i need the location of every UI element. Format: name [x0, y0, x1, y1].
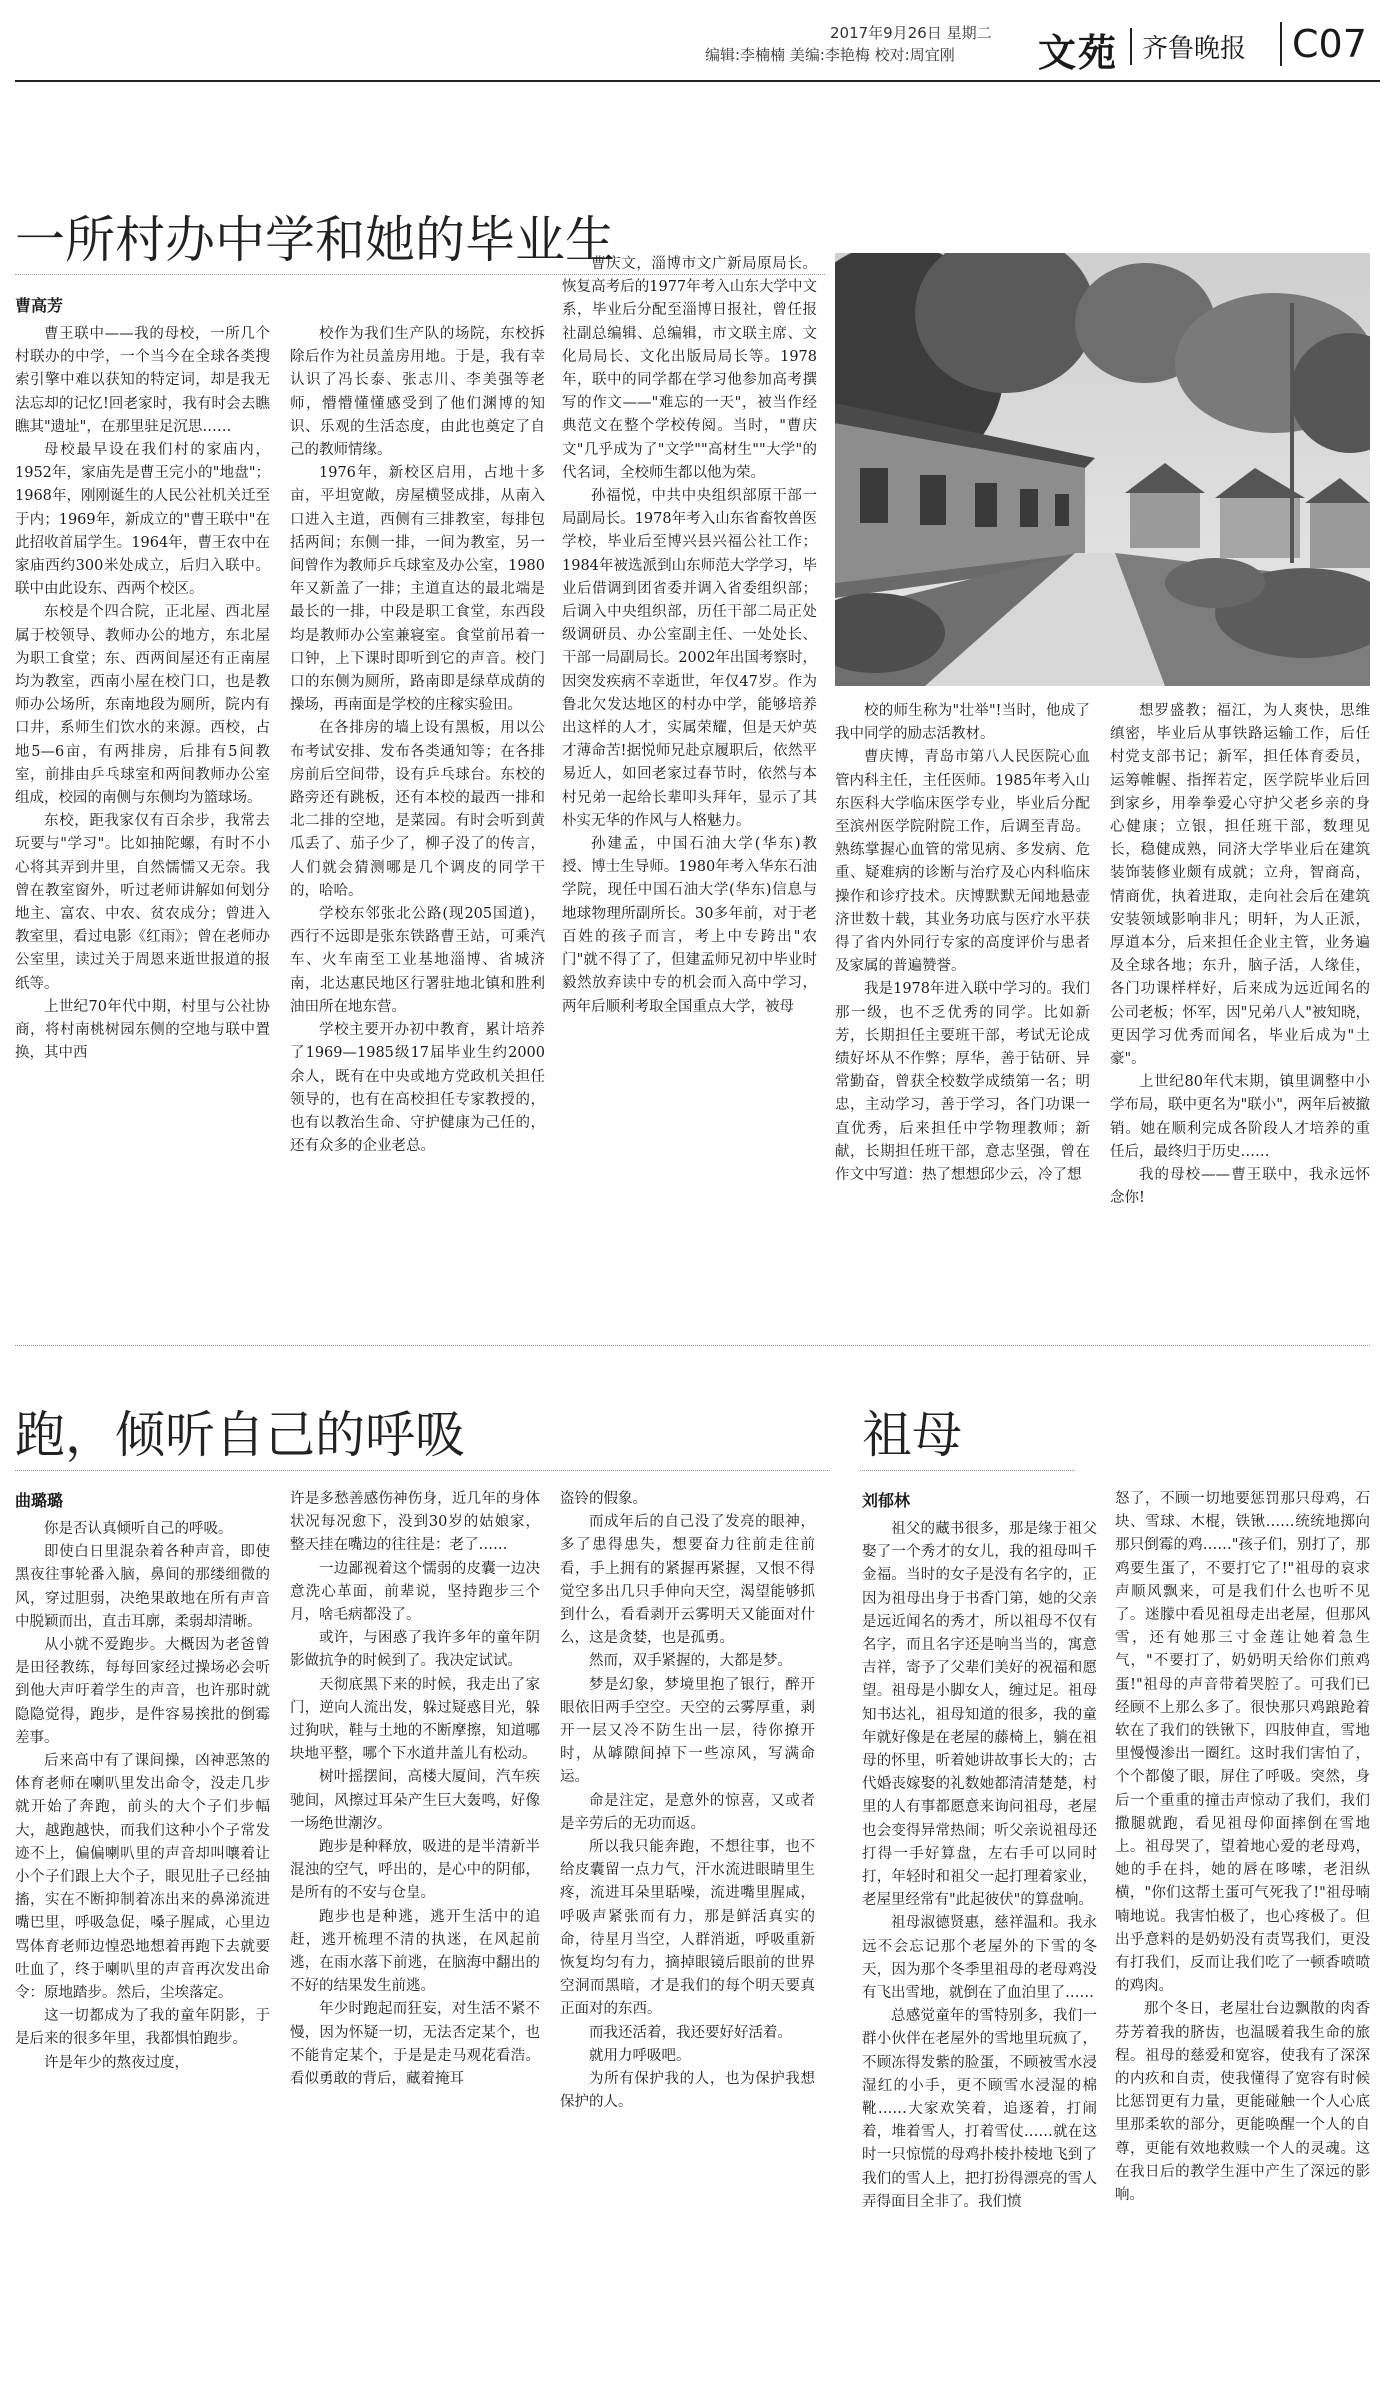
paragraph: 许是年少的熬夜过度， [44, 2054, 189, 2071]
article3-title: 祖母 [862, 1406, 962, 1464]
article1-column-2 [290, 323, 545, 1323]
article2-column-2 [290, 1488, 540, 2388]
article1-column-1 [15, 323, 270, 1323]
paragraph: 命是注定，是意外的惊喜，又或者是辛劳后的无功而返。 [560, 1792, 815, 1832]
paragraph: 孙建孟，中国石油大学(华东)教授、博士生导师。1980年考入华东石油学院，现任中国石油大学(华东)信息与地球物理所副所长。30多年前，对于老百姓的孩子而言，考上中专跨出"农门"就不得了了，但建孟师兄初中毕业时毅然放弃读中专的机会而入高中学习，两年后顺利考取全国重点大学，被母 [562, 836, 817, 1015]
paragraph: 天彻底黑下来的时候，我走出了家门，逆向人流出发，躲过疑惑目光，躲过狗吠，鞋与土地的不断摩擦，知道哪块地平整，哪个下水道井盖儿有松动。 [290, 1676, 540, 1763]
village-street-photo [835, 253, 1370, 686]
paragraph: 或许，与困惑了我许多年的童年阴影做抗争的时候到了。我决定试试。 [290, 1630, 540, 1670]
paragraph: 怒了，不顾一切地要惩罚那只母鸡，石块、雪球、木棍，铁锹……统统地掷向那只倒霉的鸡……"孩子们，别打了，那鸡要生蛋了，不要打它了!"祖母的哀求声顺风飘来，可是我们什么也听不见了。迷朦中看见祖母走出老屋，但那风雪，还有她那三寸金莲让她着急生气，"不要打了，奶奶明天给你们煎鸡蛋!"祖母的声音带着哭腔了。可我们已经顾不上那么多了。很快那只鸡踉跄着软在了我们的铁锹下，四肢伸直，雪地里慢慢渗出一圈红。这时我们害怕了，个个都傻了眼，屏住了呼吸。突然，身后一个重重的撞击声惊动了我们，我们撒腿就跑，看见祖母仰面摔倒在雪地上。祖母哭了，望着地心爱的老母鸡，她的手在抖，她的唇在哆嗦，老泪纵横，"你们这帮土蛋可气死我了!"祖母喃喃地说。我害怕极了，也心疼极了。但出乎意料的是奶奶没有责骂我们，更没有打我们，反而让我们吃了一顿香喷喷的鸡肉。 [1115, 1491, 1370, 1995]
section-name: 文苑 [1038, 31, 1119, 75]
article2-title: 跑，倾听自己的呼吸 [15, 1406, 465, 1464]
paragraph: 曹王联中——我的母校，一所几个村联办的中学，一个当今在全球各类搜索引擎中难以获知的特定词，却是我无法忘却的记忆!回老家时，我有时会去瞧瞧其"遗址"，在那里驻足沉思…… [15, 326, 270, 435]
issue-date: 2017年9月26日 星期二 [830, 24, 992, 42]
article2-title-rule [15, 1470, 830, 1471]
article1-column-5 [1110, 700, 1370, 1323]
paragraph: 学校主要开办初中教育，累计培养了1969—1985级17届毕业生约2000余人，既有在中央或地方党政机关担任领导的，也有在高校担任专家教授的，也有以教治生命、守护健康为己任的，还有众多的企业老总。 [290, 1022, 545, 1155]
article3-title-rule [860, 1470, 1075, 1471]
article3-author: 刘郁林 [862, 1491, 911, 1510]
paragraph: 曹庆文，淄博市文广新局原局长。恢复高考后的1977年考入山东大学中文系，毕业后分配至淄博日报社，曾任报社副总编辑、总编辑，市文联主席、文化局局长、文化出版局局长等。1978年，联中的同学都在学习他参加高考撰写的作文——"难忘的一天"，被当作经典范文在整个学校传阅。当时，"曹庆文"几乎成为了"文学""高材生""大学"的代名词，全校师生都以他为荣。 [562, 256, 817, 481]
article3-column-1 [862, 1518, 1097, 2388]
paragraph: 东校，距我家仅有百余步，我常去玩要与"学习"。比如抽陀螺，有时不小心将其弄到井里，自然懦懦又无奈。我曾在教室窗外，听过老师讲解如何划分地主、富农、中农、贫农成分；曾进入教室里，看过电影《红雨》；曾在老师办公室里，读过关于周恩来逝世报道的报纸等。 [15, 813, 270, 992]
paragraph: 祖父的藏书很多，那是缘于祖父娶了一个秀才的女儿，我的祖母叫千金福。当时的女子是没有名字的，正因为祖母出身于书香门第，她的父亲是远近闻名的秀才，所以祖母不仅有名字，而且名字还是响当当的，寓意吉祥，寄予了父辈们美好的祝福和愿望。祖母是小脚女人，缠过足。祖母知书达礼，祖母知道的很多，我的童年就好像是在老屋的藤椅上，躺在祖母的怀里，听着她讲故事长大的；古代婚丧嫁娶的礼数她都清清楚楚，村里的人有事都愿意来询问祖母，老屋也会变得异常热闹；听父亲说祖母还打得一手好算盘，左右手可以同时打，年轻时和祖父一起打理着家业，老屋里经常有"此起彼伏"的算盘响。 [862, 1521, 1097, 1909]
article2-column-1 [15, 1518, 270, 2388]
article-divider [15, 1345, 1370, 1346]
paragraph: 1976年，新校区启用，占地十多亩，平坦宽敞，房屋横竖成排，从南入口进入主道，西侧有三排教室，每排包括两间；东侧一排，一间为教室，另一间曾作为教师乒乓球室及办公室，1980年又新盖了一排；主道直达的最北端是最长的一排，中段是职工食堂，东西段均是教师办公室兼寝室。食堂前吊着一口钟，上下课时即听到它的声音。校门口的东侧为厕所，路南即是绿草成荫的操场，再南面是学校的庄稼实验田。 [290, 465, 545, 714]
paragraph: 母校最早设在我们村的家庙内，1952年，家庙先是曹王完小的"地盘"；1968年，刚刚诞生的人民公社机关迁至于内；1969年，新成立的"曹王联中"在此招收首届学生。1964年，曹王农中在家庙西约300米处成立，后归入联中。联中由此设东、西两个校区。 [15, 442, 270, 598]
paragraph: 梦是幻象，梦境里抱了银行，醉开眼依旧两手空空。天空的云雾厚重，剥开一层又冷不防生出一层，待你撩开时，从罅隙间掉下一些凉风，写满命运。 [560, 1676, 815, 1786]
paragraph: 校的师生称为"壮举"!当时，他成了我中同学的励志活教材。 [835, 703, 1090, 743]
paragraph: 许是多愁善感伤神伤身，近几年的身体状况每况愈下，没到30岁的姑娘家，整天挂在嘴边的往往是：老了…… [290, 1491, 540, 1554]
paragraph: 我的母校——曹王联中，我永远怀念你! [1110, 1167, 1370, 1207]
article1-column-4 [835, 700, 1090, 1323]
paragraph: 校作为我们生产队的场院，东校拆除后作为社员盖房用地。于是，我有幸认识了冯长泰、张志川、李美强等老师，懵懵懂懂感受到了他们渊博的知识、乐观的生活态度，由此也奠定了自己的教师情缘。 [290, 326, 545, 459]
article1-title: 一所村办中学和她的毕业生 [15, 211, 615, 269]
paragraph: 想罗盛教；福江，为人爽快，思维缜密，毕业后从事铁路运输工作，后任村党支部书记；新军，担任体育委员，运筹帷幄、指挥若定，医学院毕业后回到家乡，用拳拳爱心守护父老乡亲的身心健康；立银，担任班干部，数理见长，稳健成熟，同济大学毕业后在建筑装饰装修业颇有成就；立舟，智商高，情商优，执着进取，走向社会后在建筑安装领域影响非凡；明轩，为人正派，厚道本分，后来担任企业主管，业务遍及全球各地；东升，脑子活，人缘佳，各门功课样样好，后来成为远近闻名的公司老板；怀军，因"兄弟八人"被知晓，更因学习优秀而闻名，毕业后成为"土豪"。 [1110, 703, 1370, 1068]
header-rule [15, 80, 1380, 82]
paragraph: 这一切都成为了我的童年阴影，于是后来的很多年里，我都惧怕跑步。 [15, 2008, 270, 2048]
paragraph: 曹庆博，青岛市第八人民医院心血管内科主任，主任医师。1985年考入山东医科大学临床医学专业，毕业后分配至滨州医学院附院工作，后调至青岛。熟练掌握心血管的常见病、多发病、危重、疑难病的诊断与治疗及心内科临床操作和诊疗技术。庆博默默无闻地悬壶济世数十载，其业务功底与医疗水平获得了省内外同行专家的高度评价与患者及家属的普遍赞誉。 [835, 749, 1090, 975]
paragraph: 从小就不爱跑步。大概因为老爸曾是田径教练，每每回家经过操场必会听到他大声吁着学生的声音，也许那时就隐隐觉得，跑步，是件容易挨批的倒霉差事。 [15, 1637, 270, 1746]
paragraph: 所以我只能奔跑，不想往事，也不给皮囊留一点力气，汗水流进眼睛里生疼，流进耳朵里聒噪，流进嘴里腥咸，呼吸声紧张而有力，那是鲜活真实的命，待星月当空，人群消逝，呼吸重新恢复均匀有力，摘掉眼镜后眼前的世界空洞而黑暗，才是我们的每个明天要真正面对的东西。 [560, 1839, 815, 2018]
newspaper-logo: 齐鲁晚报 [1130, 28, 1246, 65]
paragraph: 祖母淑德贤惠，慈祥温和。我永远不会忘记那个老屋外的下雪的冬天，因为那个冬季里祖母的老母鸡没有飞出雪地，就倒在了血泊里了…… [862, 1915, 1097, 2002]
article2-column-3 [560, 1488, 815, 2388]
paragraph: 为所有保护我的人，也为保护我想保护的人。 [560, 2071, 815, 2111]
editor-credits: 编辑:李楠楠 美编:李艳梅 校对:周宜刚 [705, 46, 955, 64]
article1-author: 曹高芳 [15, 296, 64, 315]
paragraph: 我是1978年进入联中学习的。我们那一级，也不乏优秀的同学。比如新芳，长期担任主要班干部，考试无论成绩好坏从不作弊；厚华，善于钻研、异常勤奋，曾获全校数学成绩第一名；明忠，主动学习，善于学习，各门功课一直优秀，后来担任中学物理教师；新献，长期担任班干部，意志坚强，曾在作文中写道：热了想想邱少云，冷了想 [835, 981, 1090, 1184]
paragraph: 学校东邻张北公路(现205国道)，西行不远即是张东铁路曹王站，可乘汽车、火车南至工业基地淄博、省城济南，北达惠民地区行署驻地北镇和胜利油田所在地东营。 [290, 906, 545, 1015]
paragraph: 然而，双手紧握的，大都是梦。 [589, 1653, 792, 1670]
paragraph: 东校是个四合院，正北屋、西北屋属于校领导、教师办公的地方，东北屋为职工食堂；东、西两间屋还有正南屋均为教室，西南小屋在校门口，也是教师办公场所，东南地段为厕所，院内有口井，系师生们饮水的来源。西校，占地5—6亩，有两排房，后排有5间教室，前排由乒乓球室和两间教师办公室组成，校园的南侧与东侧均为篮球场。 [15, 604, 270, 807]
paragraph: 而我还活着，我还要好好活着。 [589, 2024, 792, 2041]
paragraph: 一边鄙视着这个懦弱的皮囊一边决意洗心革面，前辈说，坚持跑步三个月，啥毛病都没了。 [290, 1560, 540, 1624]
paragraph: 盗铃的假象。 [560, 1491, 647, 1507]
paragraph: 后来高中有了课间操，凶神恶煞的体育老师在喇叭里发出命令，没走几步就开始了奔跑，前头的大个子们步幅大，越跑越快，而我们这种小个子常发迹不上，偏偏喇叭里的声音却叫嚷着让小个子们跟上大个子，眼见肚子已经抽搐，实在不断抑制着冻出来的鼻涕流进嘴巴里，呼吸急促，嗓子腥咸，心里边骂体育老师边惶恐地想着再跑下去就要吐血了，终于喇叭里的声音再次发出命令：原地踏步。然后，尘埃落定。 [15, 1753, 270, 2002]
paragraph: 而成年后的自己没了发亮的眼神，多了患得患失，想要奋力往前走往前看，手上拥有的紧握再紧握，又恨不得觉空多出几只手伸向天空，渴望能够抓到什么，看看剥开云雾明天又能面对什么，这是贪婪，也是孤勇。 [560, 1514, 815, 1647]
paragraph: 年少时跑起而狂妄，对生活不紧不慢，因为怀疑一切，无法否定某个，也不能肯定某个，于是是走马观花看浩。看似勇敢的背后，藏着掩耳 [290, 2001, 540, 2088]
paragraph: 总感觉童年的雪特别多，我们一群小伙伴在老屋外的雪地里玩疯了，不顾冻得发紫的脸蛋，不顾被雪水浸湿红的小手，更不顾雪水浸湿的棉靴……大家欢笑着，追逐着，打闹着，堆着雪人，打着雪仗……就在这时一只惊慌的母鸡扑棱扑棱地飞到了我们的雪人上，把打扮得漂亮的雪人弄得面目全非了。我们愤 [862, 2008, 1097, 2210]
paragraph: 在各排房的墙上设有黑板，用以公布考试安排、发布各类通知等；在各排房前后空间带，设有乒乓球台。东校的路旁还有跳板，还有本校的最西一排和北二排的空地，是菜园。有时会听到黄瓜丢了、茄子少了，柳子没了的传言，人们就会猜测哪是几个调皮的同学干的，哈哈。 [290, 720, 545, 899]
paragraph: 上世纪80年代末期，镇里调整中小学布局，联中更名为"联小"，两年后被撤销。她在顺利完成各阶段人才培养的重任后，最终归于历史…… [1110, 1074, 1370, 1160]
paragraph: 就用力呼吸吧。 [589, 2047, 691, 2064]
paragraph: 树叶摇摆间，高楼大厦间，汽车疾驰间，风擦过耳朵产生巨大轰鸣，好像一场绝世潮汐。 [290, 1769, 540, 1832]
paragraph: 跑步是种释放，吸进的是半清新半混浊的空气，呼出的，是心中的阴郁，是所有的不安与仓皇。 [290, 1839, 540, 1902]
paragraph: 那个冬日，老屋壮台边飘散的肉香芬芳着我的脐齿，也温暖着我生命的旅程。祖母的慈爱和宽容，使我有了深深的内疚和自责，使我懂得了宽容有时候比惩罚更有力量，更能碰触一个人心底里那柔软的部分，更能唤醒一个人的自尊，更能有效地救赎一个人的灵魂。这在我日后的教学生涯中产生了深远的影响。 [1115, 2001, 1370, 2204]
paragraph: 孙福悦，中共中央组织部原干部一局副局长。1978年考入山东省畜牧兽医学校，毕业后至博兴县兴福公社工作；1984年被选派到山东师范大学学习，毕业后借调到团省委并调入省委组织部；后调入中央组织部，历任干部二局正处级调研员、办公室副主任、一处处长、干部一局副局长。2002年出国考察时，因突发疾病不幸逝世，年仅47岁。作为鲁北欠发达地区的村办中学，能够培养出这样的人才，实属荣耀，但是天炉英才薄命苦!据悦师兄赴京履职后，依然平易近人，如回老家过春节时，依然与本村兄弟一起给长辈叩头拜年，显示了其朴实无华的作风与人格魅力。 [562, 488, 817, 829]
article2-author: 曲璐璐 [15, 1491, 64, 1510]
article1-column-3 [562, 253, 817, 1323]
paragraph: 上世纪70年代中期，村里与公社协商，将村南桃树园东侧的空地与联中置换，其中西 [15, 998, 270, 1062]
paragraph: 你是否认真倾听自己的呼吸。 [44, 1521, 233, 1537]
paragraph: 跑步也是种逃，逃开生活中的追赶，逃开梳理不清的执迷，在风起前逃，在雨水落下前逃，在脑海中翻出的不好的结果发生前逃。 [290, 1908, 540, 1995]
article3-column-2 [1115, 1488, 1370, 2388]
page-number: C07 [1280, 22, 1367, 66]
paragraph: 即使白日里混杂着各种声音，即使黑夜往事轮番入脑，鼻间的那缕细微的风，穿过胆弱，决绝果敢地在所有声音中脱颖而出，直击耳廓，柔弱却清晰。 [15, 1544, 270, 1630]
